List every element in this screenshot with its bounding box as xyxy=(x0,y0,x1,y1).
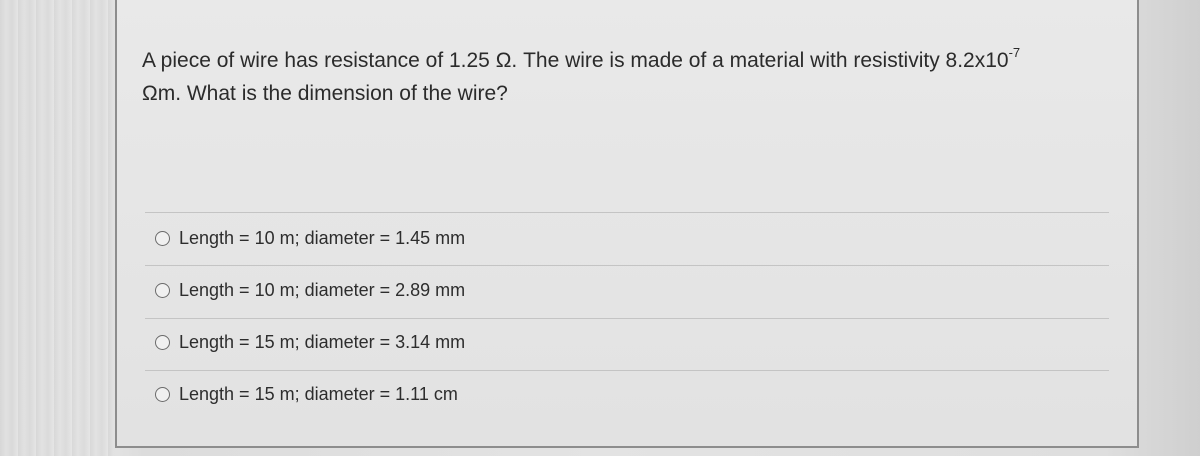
answer-option-2[interactable] xyxy=(155,277,465,303)
divider xyxy=(145,265,1109,266)
divider xyxy=(145,212,1109,213)
answer-option-label: Length = 15 m; diameter = 1.11 cm xyxy=(179,383,458,404)
radio-button-icon[interactable] xyxy=(155,335,170,350)
question-card xyxy=(115,0,1139,448)
question-text xyxy=(142,44,1102,110)
radio-button-icon[interactable] xyxy=(155,231,170,246)
divider xyxy=(145,370,1109,371)
answer-option-label: Length = 10 m; diameter = 1.45 mm xyxy=(179,227,466,248)
answer-option-4[interactable] xyxy=(155,381,458,407)
answer-option-1[interactable] xyxy=(155,225,465,251)
radio-button-icon[interactable] xyxy=(155,283,170,298)
answer-option-label: Length = 15 m; diameter = 3.14 mm xyxy=(179,331,466,352)
question-text-part2: Ωm. What is the dimension of the wire? xyxy=(142,82,508,105)
background-strip xyxy=(0,0,115,456)
divider xyxy=(145,318,1109,319)
question-text-part1: A piece of wire has resistance of 1.25 Ω. The wire is made of a material with resistivity 8.2x10 xyxy=(142,49,1009,72)
answer-option-3[interactable] xyxy=(155,329,465,355)
radio-button-icon[interactable] xyxy=(155,387,170,402)
answer-option-label: Length = 10 m; diameter = 2.89 mm xyxy=(179,279,466,300)
resistivity-exponent: -7 xyxy=(1008,45,1021,60)
